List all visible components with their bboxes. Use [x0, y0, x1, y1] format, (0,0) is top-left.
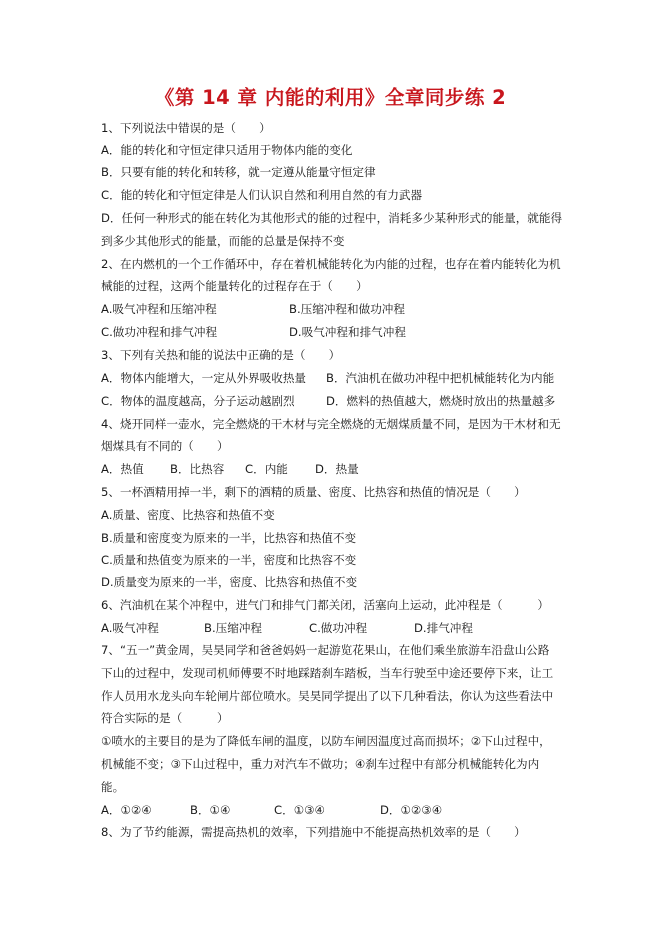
q5-option-c: C.质量和热值变为原来的一半，密度和比热容不变 — [101, 553, 357, 567]
q2-option-c: C.做功冲程和排气冲程 — [101, 325, 218, 339]
q1-stem: 1、下列说法中错误的是（ ） — [101, 121, 271, 135]
q3-option-a: A．物体内能增大，一定从外界吸收热量 — [101, 371, 307, 385]
q7-option-c: C．①③④ — [274, 803, 325, 817]
q5-option-d: D.质量变为原来的一半，密度、比热容和热值不变 — [101, 575, 358, 589]
page-title: 《第 14 章 内能的利用》全章同步练 2 — [154, 86, 507, 109]
q4-option-c: C．内能 — [245, 462, 288, 476]
q1-option-d-line1: D．任何一种形式的能在转化为其他形式的能的过程中，消耗多少某种形式的能量，就能得 — [101, 211, 563, 225]
q5-stem: 5、一杯酒精用掉一半，剩下的酒精的质量、密度、比热容和热值的情况是（ ） — [101, 485, 526, 499]
q7-option-a: A．①②④ — [101, 803, 152, 817]
q6-option-a: A.吸气冲程 — [101, 621, 159, 635]
q7-option-d: D．①②③④ — [380, 803, 443, 817]
q1-option-a: A．能的转化和守恒定律只适用于物体内能的变化 — [101, 143, 353, 157]
q7-stem-line1: 7、“五一”黄金周，吴昊同学和爸爸妈妈一起游览花果山，在他们乘坐旅游车沿盘山公路 — [101, 643, 550, 657]
q2-option-b: B.压缩冲程和做功冲程 — [289, 302, 405, 316]
q8-stem: 8、为了节约能源，需提高热机的效率，下列措施中不能提高热机效率的是（ ） — [101, 825, 526, 839]
q2-stem-line2: 械能的过程，这两个能量转化的过程存在于（ ） — [101, 279, 368, 293]
q3-option-b: B．汽油机在做功冲程中把机械能转化为内能 — [326, 371, 555, 385]
q4-stem-line2: 烟煤具有不同的（ ） — [101, 439, 229, 453]
q1-option-b: B．只要有能的转化和转移，就一定遵从能量守恒定律 — [101, 165, 376, 179]
q1-option-c: C．能的转化和守恒定律是人们认识自然和利用自然的有力武器 — [101, 188, 423, 202]
q7-statements-line3: 能。 — [101, 780, 125, 794]
q4-option-d: D．热量 — [315, 462, 359, 476]
q7-statements-line1: ①喷水的主要目的是为了降低车闸的温度，以防车闸因温度过高而损坏；②下山过程中， — [101, 734, 551, 748]
q6-stem: 6、汽油机在某个冲程中，进气门和排气门都关闭，活塞向上运动，此冲程是（ ） — [101, 598, 549, 612]
q4-stem-line1: 4、烧开同样一壶水，完全燃烧的干木材与完全燃烧的无烟煤质量不同，是因为干木材和无 — [101, 417, 561, 431]
q6-option-b: B.压缩冲程 — [204, 621, 263, 635]
q3-stem: 3、下列有关热和能的说法中正确的是（ ） — [101, 348, 341, 362]
q7-stem-line4: 符合实际的是（ ） — [101, 711, 229, 725]
q7-option-b: B．①④ — [190, 803, 231, 817]
q1-option-d-line2: 到多少其他形式的能量，而能的总量是保持不变 — [101, 234, 345, 248]
q7-stem-line2: 下山的过程中，发现司机师傅要不时地踩踏刹车踏板，当车行驶至中途还要停下来，让工 — [101, 666, 554, 680]
q5-option-a: A.质量、密度、比热容和热值不变 — [101, 508, 275, 522]
q2-stem-line1: 2、在内燃机的一个工作循环中，存在着机械能转化为内能的过程，也存在着内能转化为机 — [101, 257, 561, 271]
q6-option-d: D.排气冲程 — [414, 621, 473, 635]
q2-option-a: A.吸气冲程和压缩冲程 — [101, 302, 217, 316]
q7-stem-line3: 作人员用水龙头向车轮闸片部位喷水。吴昊同学提出了以下几种看法，你认为这些看法中 — [101, 689, 554, 703]
q3-option-c: C．物体的温度越高，分子运动越剧烈 — [101, 394, 295, 408]
q5-option-b: B.质量和密度变为原来的一半，比热容和热值不变 — [101, 531, 357, 545]
q4-option-b: B．比热容 — [170, 462, 225, 476]
q2-option-d: D.吸气冲程和排气冲程 — [289, 325, 406, 339]
q6-option-c: C.做功冲程 — [309, 621, 368, 635]
q7-statements-line2: 机械能不变；③下山过程中，重力对汽车不做功；④刹车过程中有部分机械能转化为内 — [101, 757, 540, 771]
q4-option-a: A．热值 — [101, 462, 144, 476]
q3-option-d: D．燃料的热值越大，燃烧时放出的热量越多 — [326, 394, 556, 408]
